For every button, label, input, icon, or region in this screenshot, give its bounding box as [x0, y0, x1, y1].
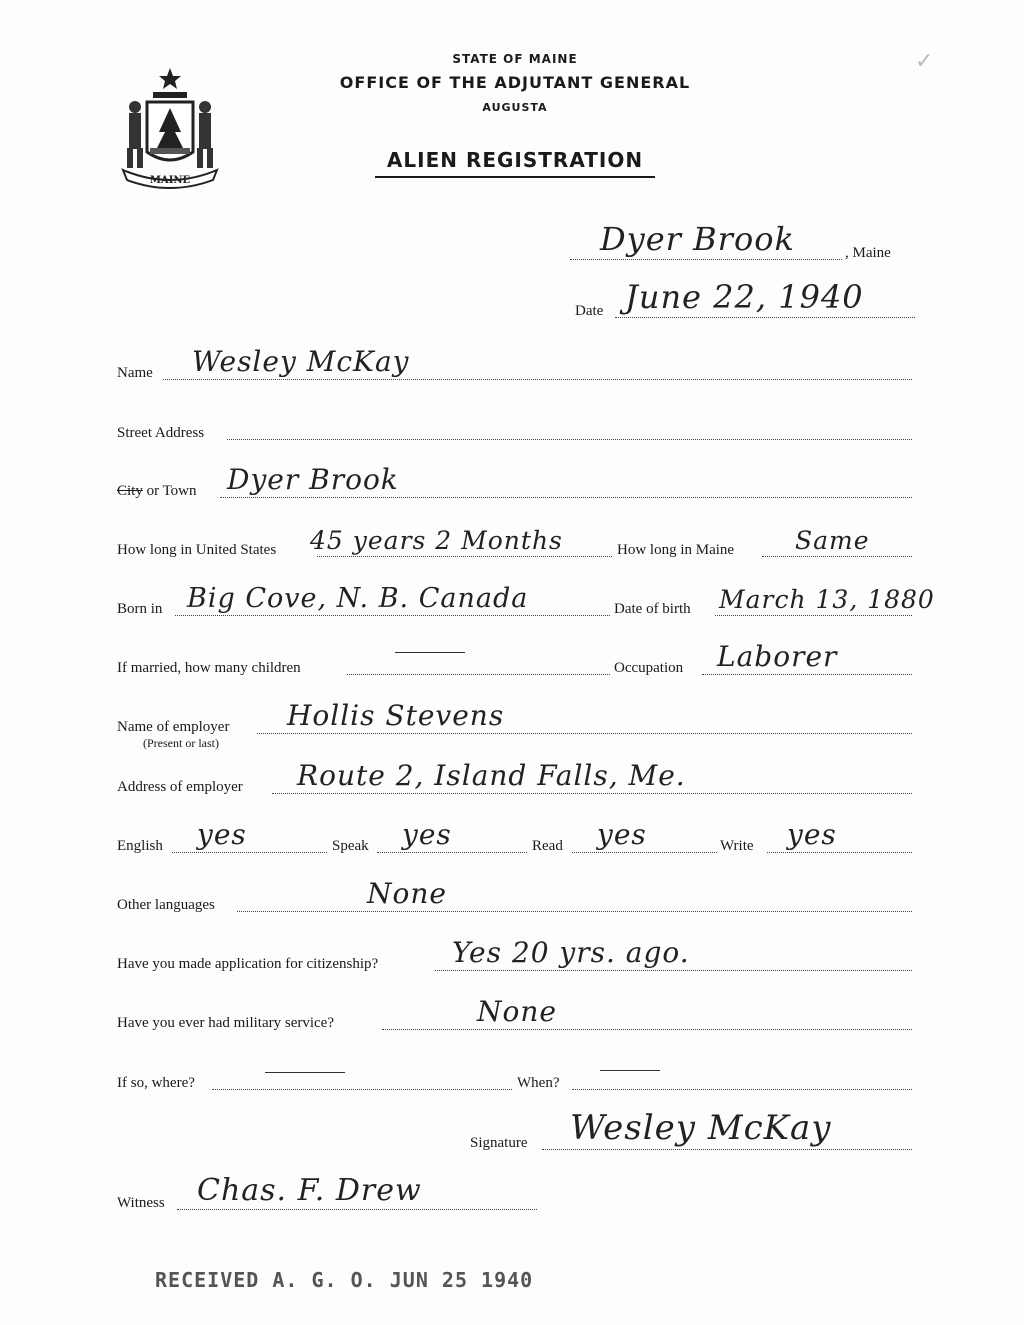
- signature-value[interactable]: Wesley McKay: [570, 1108, 832, 1148]
- other-languages-label: Other languages: [117, 897, 215, 913]
- city-town-value[interactable]: Dyer Brook: [227, 463, 399, 496]
- witness-label: Witness: [117, 1195, 165, 1211]
- read-value[interactable]: yes: [597, 818, 647, 851]
- how-long-maine-label: How long in Maine: [617, 542, 735, 558]
- witness-row: [117, 1172, 537, 1212]
- city-struck-label: City: [117, 483, 143, 499]
- street-address-row: [117, 402, 912, 442]
- birth-row: [117, 578, 935, 618]
- employer-address-row: [117, 756, 912, 796]
- signature-row: [470, 1108, 912, 1152]
- occupation-value[interactable]: Laborer: [717, 640, 838, 673]
- born-in-label: Born in: [117, 601, 163, 617]
- name-value[interactable]: Wesley McKay: [192, 345, 410, 378]
- employer-name-label: Name of employer: [117, 719, 230, 735]
- date-row: [575, 280, 915, 320]
- check-mark-icon: ✓: [915, 48, 934, 73]
- read-label: Read: [532, 838, 563, 854]
- how-long-us-value[interactable]: 45 years 2 Months: [310, 526, 563, 555]
- date-of-birth-label: Date of birth: [614, 601, 691, 617]
- occupation-label: Occupation: [614, 660, 684, 676]
- town-value[interactable]: Dyer Brook: [600, 220, 795, 258]
- born-in-value[interactable]: Big Cove, N. B. Canada: [187, 583, 529, 614]
- write-label: Write: [720, 838, 754, 854]
- children-dash-mark: [395, 652, 465, 653]
- city-town-row: [117, 460, 912, 500]
- when-dash-mark: [600, 1070, 660, 1071]
- name-row: [117, 342, 912, 382]
- seal-banner-text: MAINE: [149, 175, 191, 186]
- city-heading: AUGUSTA: [482, 101, 548, 114]
- english-value[interactable]: yes: [197, 818, 247, 851]
- citizenship-row: [117, 933, 912, 973]
- employer-address-value[interactable]: Route 2, Island Falls, Me.: [297, 759, 686, 792]
- speak-value[interactable]: yes: [402, 818, 452, 851]
- state-seal-icon: [115, 62, 225, 192]
- street-address-label: Street Address: [117, 425, 205, 441]
- military-label: Have you ever had military service?: [117, 1015, 334, 1031]
- or-town-label: or Town: [142, 483, 197, 499]
- date-of-birth-value[interactable]: March 13, 1880: [719, 585, 935, 614]
- how-long-maine-value[interactable]: Same: [795, 526, 870, 555]
- children-label: If married, how many children: [117, 660, 301, 676]
- english-label: English: [117, 838, 163, 854]
- office-heading: OFFICE OF THE ADJUTANT GENERAL: [339, 73, 691, 92]
- employer-name-value[interactable]: Hollis Stevens: [287, 699, 505, 732]
- citizenship-label: Have you made application for citizenship?: [117, 956, 379, 972]
- how-long-us-label: How long in United States: [117, 542, 277, 558]
- where-when-row: [117, 1052, 912, 1092]
- signature-label: Signature: [470, 1135, 528, 1151]
- speak-label: Speak: [332, 838, 369, 854]
- witness-value[interactable]: Chas. F. Drew: [197, 1173, 422, 1208]
- name-label: Name: [117, 365, 153, 381]
- language-skills-row: [117, 815, 912, 855]
- other-languages-row: [117, 874, 912, 914]
- where-label: If so, where?: [117, 1075, 195, 1091]
- write-value[interactable]: yes: [787, 818, 837, 851]
- when-label: When?: [517, 1075, 560, 1091]
- date-label: Date: [575, 303, 604, 319]
- children-occupation-row: [117, 637, 912, 677]
- military-value[interactable]: None: [477, 995, 557, 1028]
- received-stamp: RECEIVED A. G. O. JUN 25 1940: [155, 1268, 534, 1292]
- town-suffix: , Maine: [845, 245, 891, 261]
- military-row: [117, 992, 912, 1032]
- page-title: ALIEN REGISTRATION: [375, 148, 655, 178]
- employer-sublabel: (Present or last): [143, 736, 219, 750]
- employer-address-label: Address of employer: [117, 779, 243, 795]
- residence-duration-row: [117, 519, 912, 559]
- city-town-label: [117, 483, 197, 500]
- date-value[interactable]: June 22, 1940: [625, 278, 864, 316]
- other-languages-value[interactable]: None: [367, 877, 447, 910]
- where-dash-mark: [265, 1072, 345, 1073]
- employer-name-row: [117, 696, 912, 736]
- state-heading: STATE OF MAINE: [452, 52, 578, 66]
- town-row: [570, 222, 920, 262]
- citizenship-value[interactable]: Yes 20 yrs. ago.: [452, 936, 690, 969]
